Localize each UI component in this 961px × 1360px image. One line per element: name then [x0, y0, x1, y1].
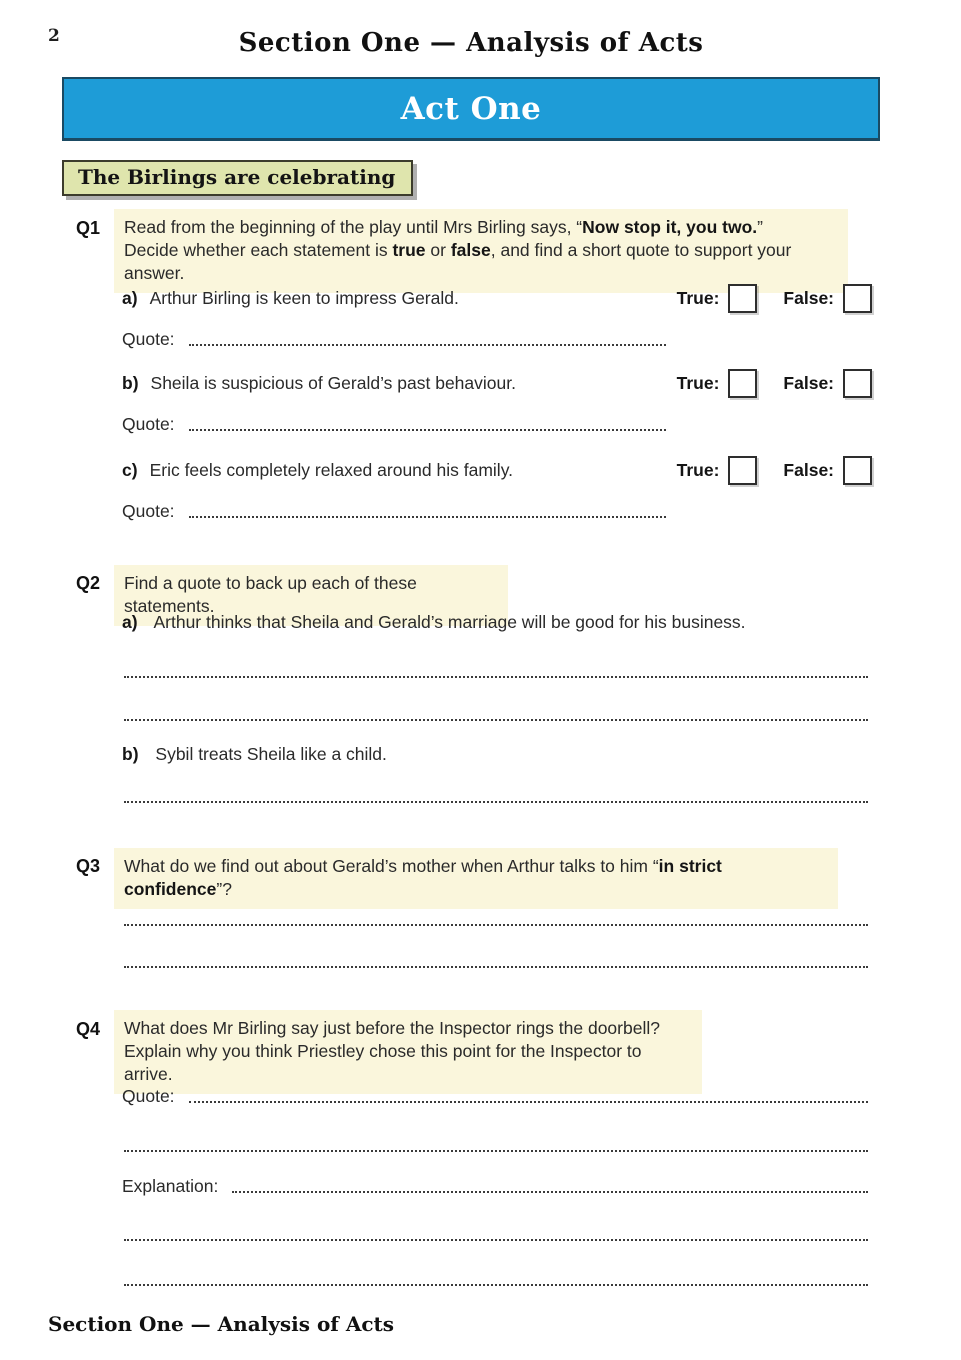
q1c-false-label: False:: [783, 460, 834, 480]
q4-quote-row: [122, 1086, 868, 1107]
q4-answer-line-1[interactable]: [124, 1150, 868, 1152]
q2a-text: Arthur thinks that Sheila and Gerald’s marriage will be good for his business.: [153, 612, 746, 632]
topic-heading-label: The Birlings are celebrating: [78, 165, 396, 189]
q1-label: Q1: [76, 218, 101, 238]
q1a-quote-answer-line[interactable]: [189, 344, 666, 346]
q1b-text: Sheila is suspicious of Gerald’s past behaviour.: [150, 373, 516, 393]
q1a-true-checkbox[interactable]: [728, 284, 757, 313]
q4-explanation-row: [122, 1176, 868, 1197]
q2b-letter: b): [122, 744, 139, 764]
q1b-quote-row: [122, 414, 666, 435]
q1b-false-label: False:: [783, 373, 834, 393]
q1-prompt: [114, 209, 848, 293]
q1-prompt-line2: Decide whether each statement is true or false, and find a short quote to support your answer.: [124, 240, 792, 283]
q2b-item-row: [122, 744, 872, 765]
q1c-statement-row: [122, 456, 872, 485]
q1c-true-checkbox[interactable]: [728, 456, 757, 485]
q3-label: Q3: [76, 856, 101, 876]
topic-heading-box: [62, 160, 413, 196]
q2a-answer-line-1[interactable]: [124, 676, 868, 678]
q1c-truefalse-group: [677, 456, 872, 485]
q4-quote-answer-line[interactable]: [189, 1101, 868, 1103]
q3-answer-line-2[interactable]: [124, 966, 868, 968]
q1b-false-checkbox[interactable]: [843, 369, 872, 398]
q3-prompt: What do we find out about Gerald’s mother when Arthur talks to him “in strict confidence”?: [114, 848, 838, 909]
q1a-quote-row: [122, 329, 666, 350]
q1a-quote-label: Quote:: [122, 329, 175, 349]
q1b-quote-answer-line[interactable]: [189, 429, 666, 431]
q1a-letter: a): [122, 288, 138, 308]
act-one-banner: [62, 77, 880, 141]
q1c-quote-label: Quote:: [122, 501, 175, 521]
q4-label: Q4: [76, 1019, 101, 1039]
q1c-text: Eric feels completely relaxed around his family.: [149, 460, 514, 480]
q2a-answer-line-2[interactable]: [124, 719, 868, 721]
q1c-true-label: True:: [676, 460, 720, 480]
q1b-true-checkbox[interactable]: [728, 369, 757, 398]
footer-section-title: Section One — Analysis of Acts: [48, 1312, 395, 1336]
act-one-banner-label: Act One: [400, 90, 542, 127]
q4-quote-label: Quote:: [122, 1086, 175, 1106]
q1c-false-checkbox[interactable]: [843, 456, 872, 485]
q1a-false-checkbox[interactable]: [843, 284, 872, 313]
q1b-quote-label: Quote:: [122, 414, 175, 434]
q1b-letter: b): [122, 373, 139, 393]
page-title: Section One — Analysis of Acts: [238, 28, 704, 58]
q1c-quote-row: [122, 501, 666, 522]
q4-prompt: [114, 1010, 702, 1094]
q4-prompt-line1: What does Mr Birling say just before the Inspector rings the doorbell?: [124, 1018, 660, 1038]
q4-answer-line-2[interactable]: [124, 1239, 868, 1241]
q1a-statement-row: [122, 284, 872, 313]
q1a-true-label: True:: [676, 288, 720, 308]
q1c-quote-answer-line[interactable]: [189, 516, 666, 518]
q1c-letter: c): [122, 460, 138, 480]
q1b-true-label: True:: [676, 373, 720, 393]
q1-prompt-line1: Read from the beginning of the play until Mrs Birling says, “Now stop it, you two.”: [124, 217, 763, 237]
q1a-truefalse-group: [677, 284, 872, 313]
q2b-text: Sybil treats Sheila like a child.: [155, 744, 387, 764]
q1b-truefalse-group: [677, 369, 872, 398]
q1a-text: Arthur Birling is keen to impress Gerald.: [149, 288, 459, 308]
q2-prompt: Find a quote to back up each of these statements.: [114, 565, 508, 626]
q2a-letter: a): [122, 612, 138, 632]
q4-explanation-label: Explanation:: [122, 1176, 219, 1196]
q1b-statement-row: [122, 369, 872, 398]
q2b-answer-line[interactable]: [124, 801, 868, 803]
q1a-false-label: False:: [783, 288, 834, 308]
q4-prompt-line2: Explain why you think Priestley chose this point for the Inspector to arrive.: [124, 1041, 642, 1084]
q2-label: Q2: [76, 573, 101, 593]
q3-answer-line-1[interactable]: [124, 924, 868, 926]
q4-answer-line-3[interactable]: [124, 1284, 868, 1286]
page-number: 2: [48, 26, 60, 46]
q2a-item-row: [122, 612, 872, 633]
q4-explanation-answer-line[interactable]: [232, 1191, 868, 1193]
